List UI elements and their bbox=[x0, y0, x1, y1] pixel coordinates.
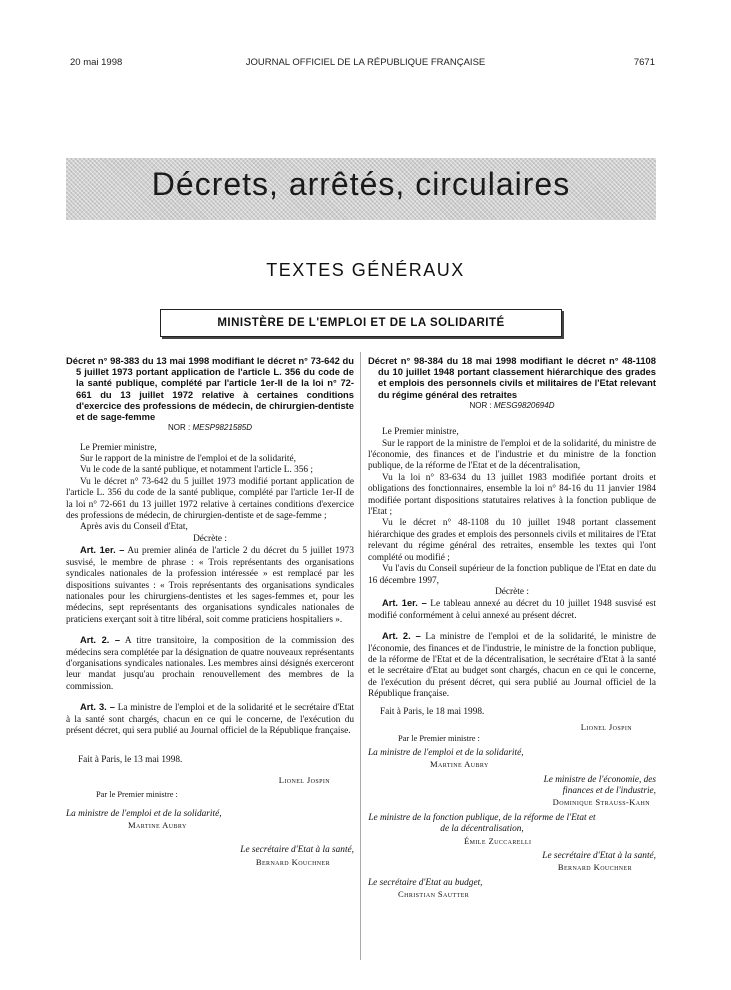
signature-name: Lionel Jospin bbox=[278, 774, 330, 785]
header-date: 20 mai 1998 bbox=[70, 57, 123, 68]
banner-title: Décrets, arrêtés, circulaires bbox=[151, 166, 571, 202]
nor-reference: NOR : MESP9821585D bbox=[167, 423, 253, 433]
par-le-premier-ministre: Par le Premier ministre : bbox=[398, 734, 480, 744]
signature-name: Dominique Strauss-Kahn bbox=[552, 797, 650, 808]
preamble-line: Vu le décret n° 48-1108 du 10 juillet 1948 portant classement hiérarchique des grades et emplois des personnels civils et militaires de l'Etat relevant du régime général des retraites, ensemble les textes qui l'ont complété ou modifié ; bbox=[368, 518, 656, 563]
column-divider bbox=[360, 352, 361, 960]
preamble-line: Vu le code de la santé publique, et notamment l'article L. 356 ; bbox=[80, 465, 313, 476]
decree-98-384 bbox=[368, 355, 656, 901]
ministry-heading: MINISTÈRE DE L'EMPLOI ET DE LA SOLIDARITÉ bbox=[160, 309, 562, 337]
preamble-line: Le Premier ministre, bbox=[80, 442, 157, 453]
signature-name: Bernard Kouchner bbox=[557, 862, 632, 873]
preamble-line: Vu l'avis du Conseil supérieur de la fonction publique de l'Etat en date du 16 décembre 1997, bbox=[368, 564, 656, 586]
signatory-role: La ministre de l'emploi et de la solidarité, bbox=[66, 808, 222, 819]
signatory-role: Le secrétaire d'Etat au budget, bbox=[368, 877, 483, 888]
signature-name: Lionel Jospin bbox=[580, 721, 632, 732]
article-2: Art. 2. – A titre transitoire, la composition de la commission des médecins sera complétée par la désignation de quatre nouveaux représentants d'organisations syndicales nationales. Les membres ainsi désignés exerceront leur mandat jusqu'au prochain renouvellement des membres de la commission. bbox=[66, 635, 354, 692]
signatory-role: La ministre de l'emploi et de la solidarité, bbox=[368, 747, 524, 758]
nor-reference: NOR : MESG9820694D bbox=[469, 400, 555, 410]
preamble-line: Le Premier ministre, bbox=[382, 427, 459, 438]
signing-place-date: Fait à Paris, le 18 mai 1998. bbox=[380, 706, 485, 717]
preamble-line: Après avis du Conseil d'Etat, bbox=[80, 522, 188, 533]
signature-name: Martine Aubry bbox=[128, 820, 187, 830]
preamble-line: Sur le rapport de la ministre de l'emploi et de la solidarité, bbox=[80, 454, 296, 465]
signatory-role: Le ministre de la fonction publique, de la réforme de l'Etat et de la décentralisation, bbox=[368, 812, 596, 835]
signatory-role: Le ministre de l'économie, des finances et de l'industrie, bbox=[543, 774, 656, 796]
nor-code: MESG9820694D bbox=[493, 400, 555, 410]
signature-name: Martine Aubry bbox=[430, 759, 489, 770]
signature-name: Émile Zuccarelli bbox=[464, 835, 532, 846]
decree-title: Décret n° 98-384 du 18 mai 1998 modifiant le décret n° 48-1108 du 10 juillet 1948 portant classement hiérarchique des grades et emplois des personnels civils et militaires de l'Etat relevant du régime général des retraites bbox=[368, 355, 656, 400]
decree-title: Décret n° 98-383 du 13 mai 1998 modifiant le décret n° 73-642 du 5 juillet 1973 portant application de l'article L. 356 du code de la santé publique, complété par l'article 1er-II de la loi n° 72-661 du 13 juillet 1972 relative à certaines conditions d'exercice des professions de médecin, de chirurgien-dentiste et de sage-femme bbox=[66, 355, 354, 423]
article-2: Art. 2. – La ministre de l'emploi et de la solidarité, le ministre de l'économie, des finances et de l'industrie, le ministre de la fonction publique, de la réforme de l'Etat et de la décentralisation, le secrétaire d'Etat à la santé et le secrétaire d'Etat au budget sont chargés, chacun en ce qui le concerne, de l'exécution du présent décret, qui sera publié au Journal officiel de la République française. bbox=[368, 631, 657, 700]
section-title: TEXTES GÉNÉRAUX bbox=[266, 260, 465, 280]
preamble-line: Sur le rapport de la ministre de l'emploi et de la solidarité, du ministre de l'économie, des finances et de l'industrie et du ministre de la fonction publique, de la réforme de l'Etat et de la décentralisation, bbox=[368, 438, 656, 472]
article-1: Art. 1er. – Le tableau annexé au décret du 10 juillet 1948 susvisé est modifié conformément à celui annexé au présent décret. bbox=[368, 598, 656, 621]
par-le-premier-ministre: Par le Premier ministre : bbox=[96, 790, 178, 800]
preamble-line: Vu le décret n° 73-642 du 5 juillet 1973 modifié portant application de l'article L. 356 du code de la santé publique, complété par l'article 1er-II de la loi n° 72-661 du 13 juillet 1972 relative à certaines conditions d'exercice des professions de médecin, de chirurgien-dentiste et de sage-femme ; bbox=[66, 476, 354, 522]
decrete-heading: Décrète : bbox=[495, 586, 529, 597]
article-3: Art. 3. – La ministre de l'emploi et de la solidarité et le secrétaire d'Etat à la santé sont chargés, chacun en ce qui le concerne, de l'exécution du présent décret, qui sera publié au Journal officiel de la République française. bbox=[66, 702, 355, 736]
decrete-heading: Décrète : bbox=[193, 533, 227, 544]
signature-name: Christian Sautter bbox=[398, 889, 470, 900]
nor-code: MESP9821585D bbox=[192, 423, 253, 433]
signatory-role: Le secrétaire d'Etat à la santé, bbox=[240, 845, 354, 856]
signing-place-date: Fait à Paris, le 13 mai 1998. bbox=[78, 755, 183, 766]
decree-98-383 bbox=[66, 355, 354, 868]
signatory-role: Le secrétaire d'Etat à la santé, bbox=[542, 851, 656, 862]
article-1: Art. 1er. – Au premier alinéa de l'article 2 du décret du 5 juillet 1973 susvisé, le membre de phrase : « Trois représentants des organisations syndicales nationales de la profession intéressée » est remplacé par les dispositions suivantes : « Trois représentants des organisations syndicales nationales pour les chirurgiens-dentistes et les sages-femmes et, pour les médecins, sept représentants des organisations syndicales nationales de praticiens exerçant soit à titre libéral, soit comme praticiens hospitaliers ». bbox=[66, 545, 354, 625]
header-page-number: 7671 bbox=[633, 57, 655, 68]
preamble-line: Vu la loi n° 83-634 du 13 juillet 1983 modifiée portant droits et obligations des fonctionnaires, ensemble la loi n° 84-16 du 11 janvier 1984 modifiée portant dispositions statutaires relatives à la fonction publique de l'Etat ; bbox=[368, 472, 656, 518]
signature-name: Bernard Kouchner bbox=[255, 856, 330, 867]
header-journal-title: JOURNAL OFFICIEL DE LA RÉPUBLIQUE FRANÇAISE bbox=[245, 57, 486, 68]
